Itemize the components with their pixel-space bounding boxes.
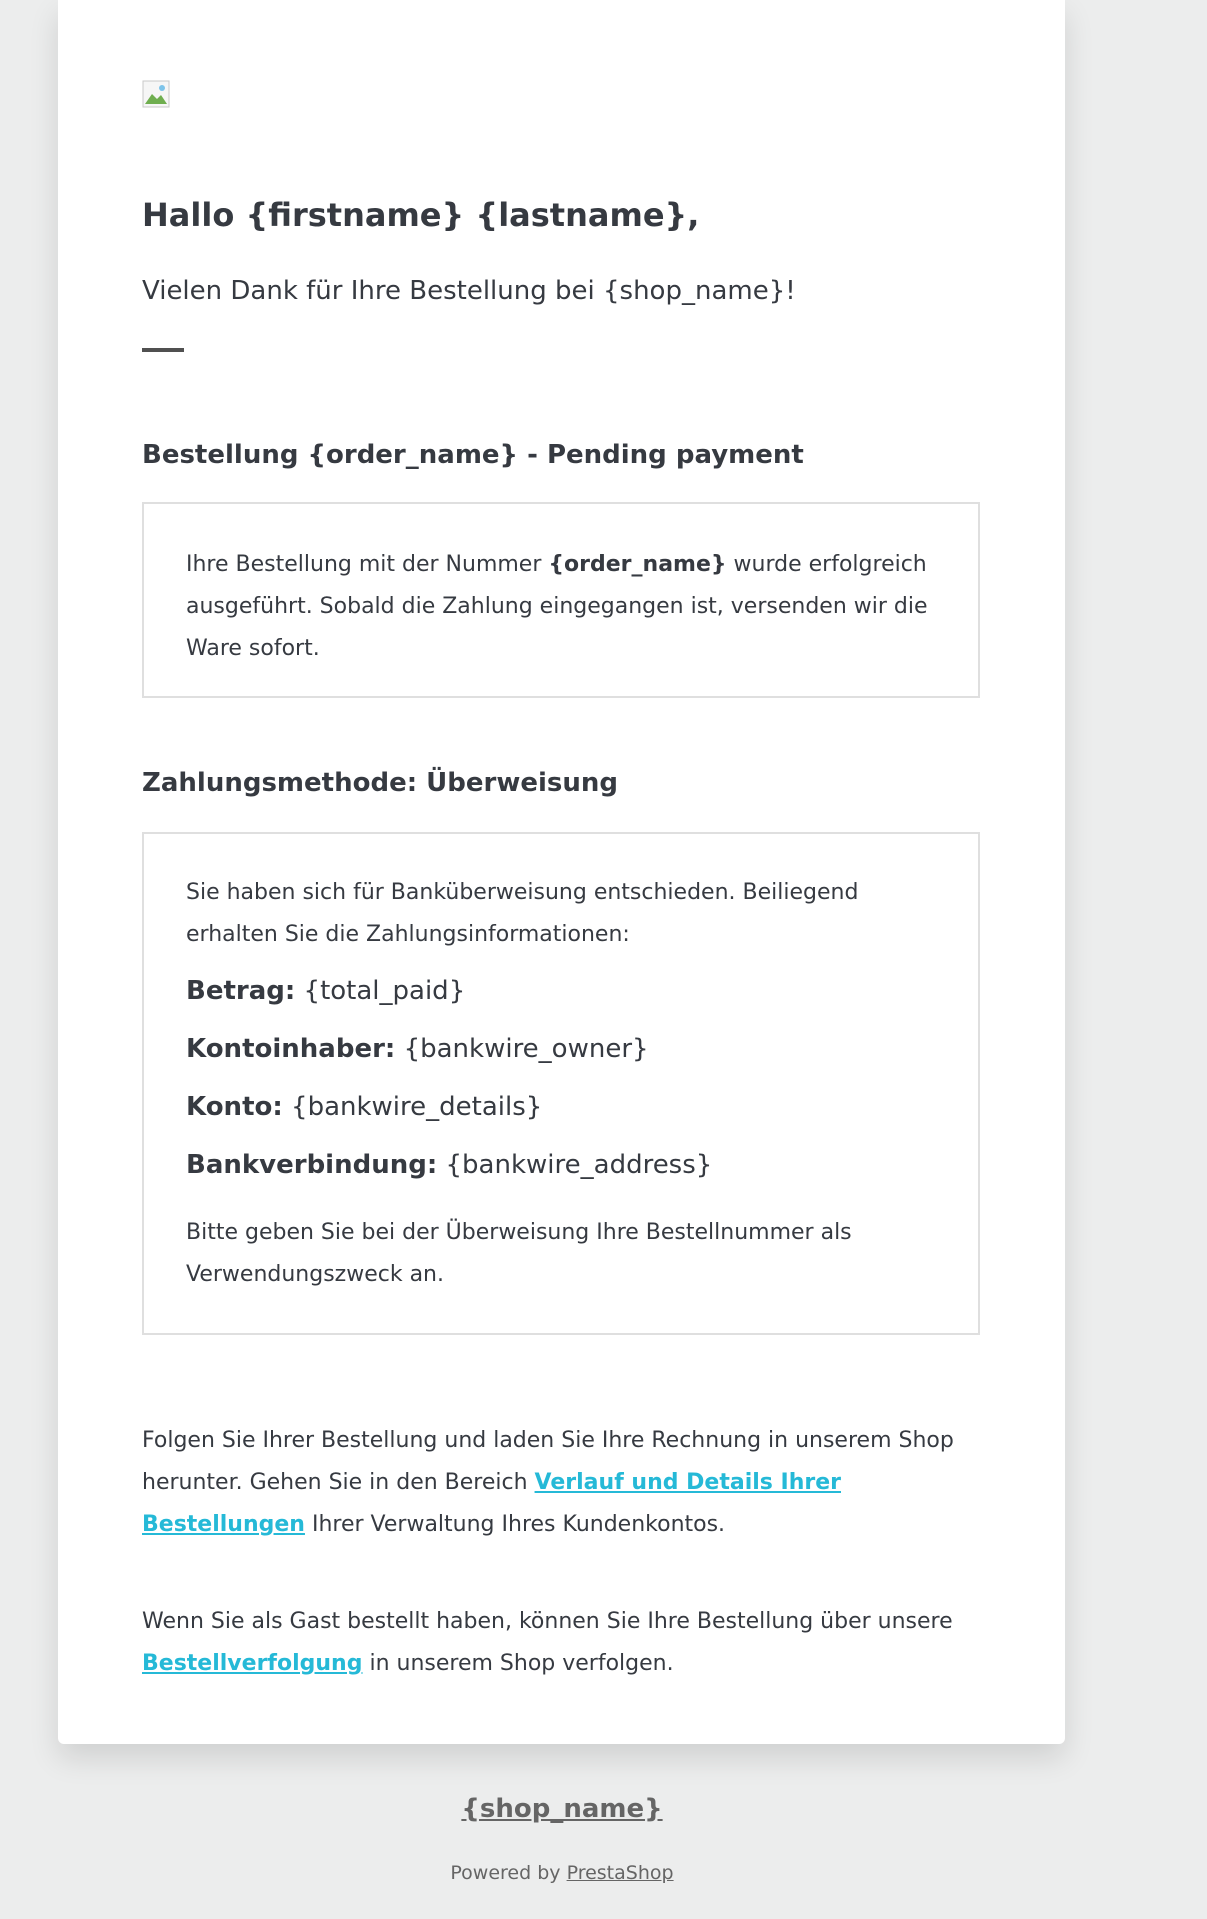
prestashop-link[interactable]: PrestaShop [566, 1862, 674, 1884]
order-section-title: Bestellung {order_name} - Pending payment [142, 440, 804, 470]
field-value: {bankwire_details} [291, 1092, 543, 1122]
footer-shop-name-link[interactable]: {shop_name} [461, 1794, 663, 1824]
order-history-link[interactable]: Verlauf und Details Ihrer Bestellungen [142, 1470, 841, 1537]
field-label: Bankverbindung: [186, 1150, 438, 1180]
guest-tracking-text [142, 1601, 982, 1685]
payment-section-title: Zahlungsmethode: Überweisung [142, 768, 618, 798]
payment-field-owner [186, 1020, 936, 1078]
order-info-text-before: Ihre Bestellung mit der Nummer [186, 552, 549, 577]
footer-powered-by [0, 1862, 1124, 1884]
order-name: {order_name} [548, 552, 727, 577]
guest-tracking-link[interactable]: Bestellverfolgung [142, 1651, 363, 1676]
guest-text-after: in unserem Shop verfolgen. [362, 1651, 674, 1676]
guest-text-before: Wenn Sie als Gast bestellt haben, können Sie Ihre Bestellung über unsere [142, 1609, 967, 1634]
follow-text-before: Folgen Sie Ihrer Bestellung und laden Sie Ihre Rechnung in unserem Shop herunter. Gehen Sie in den Bereich [142, 1428, 954, 1495]
field-label: Konto: [186, 1092, 283, 1122]
field-label: Betrag: [186, 976, 296, 1006]
broken-image-icon [142, 80, 170, 108]
payment-field-bank [186, 1136, 936, 1194]
divider [142, 348, 184, 352]
order-info-text [186, 544, 936, 670]
payment-note-text: Bitte geben Sie bei der Überweisung Ihre Bestellnummer als Verwendungszweck an. [186, 1220, 852, 1287]
order-info-box [142, 502, 980, 698]
follow-text-after: Ihrer Verwaltung Ihres Kundenkontos. [304, 1512, 726, 1537]
payment-field-account [186, 1078, 936, 1136]
greeting-heading: Hallo {firstname} {lastname}, [142, 196, 700, 234]
order-info-text-after: wurde erfolgreich ausgeführt. Sobald die Zahlung eingegangen ist, versenden wir die Ware sofort. [186, 552, 928, 661]
field-value: {bankwire_owner} [403, 1034, 649, 1064]
follow-order-text [142, 1420, 982, 1546]
thanks-text: Vielen Dank für Ihre Bestellung bei {shop_name}! [142, 276, 796, 306]
field-value: {bankwire_address} [445, 1150, 713, 1180]
payment-field-amount [186, 962, 936, 1020]
payment-info-box [142, 832, 980, 1335]
field-label: Kontoinhaber: [186, 1034, 396, 1064]
powered-by-text: Powered by [450, 1862, 567, 1884]
email-card [58, 0, 1065, 1744]
field-value: {total_paid} [303, 976, 466, 1006]
payment-intro-text: Sie haben sich für Banküberweisung entschieden. Beiliegend erhalten Sie die Zahlungsinformationen: [186, 880, 859, 947]
